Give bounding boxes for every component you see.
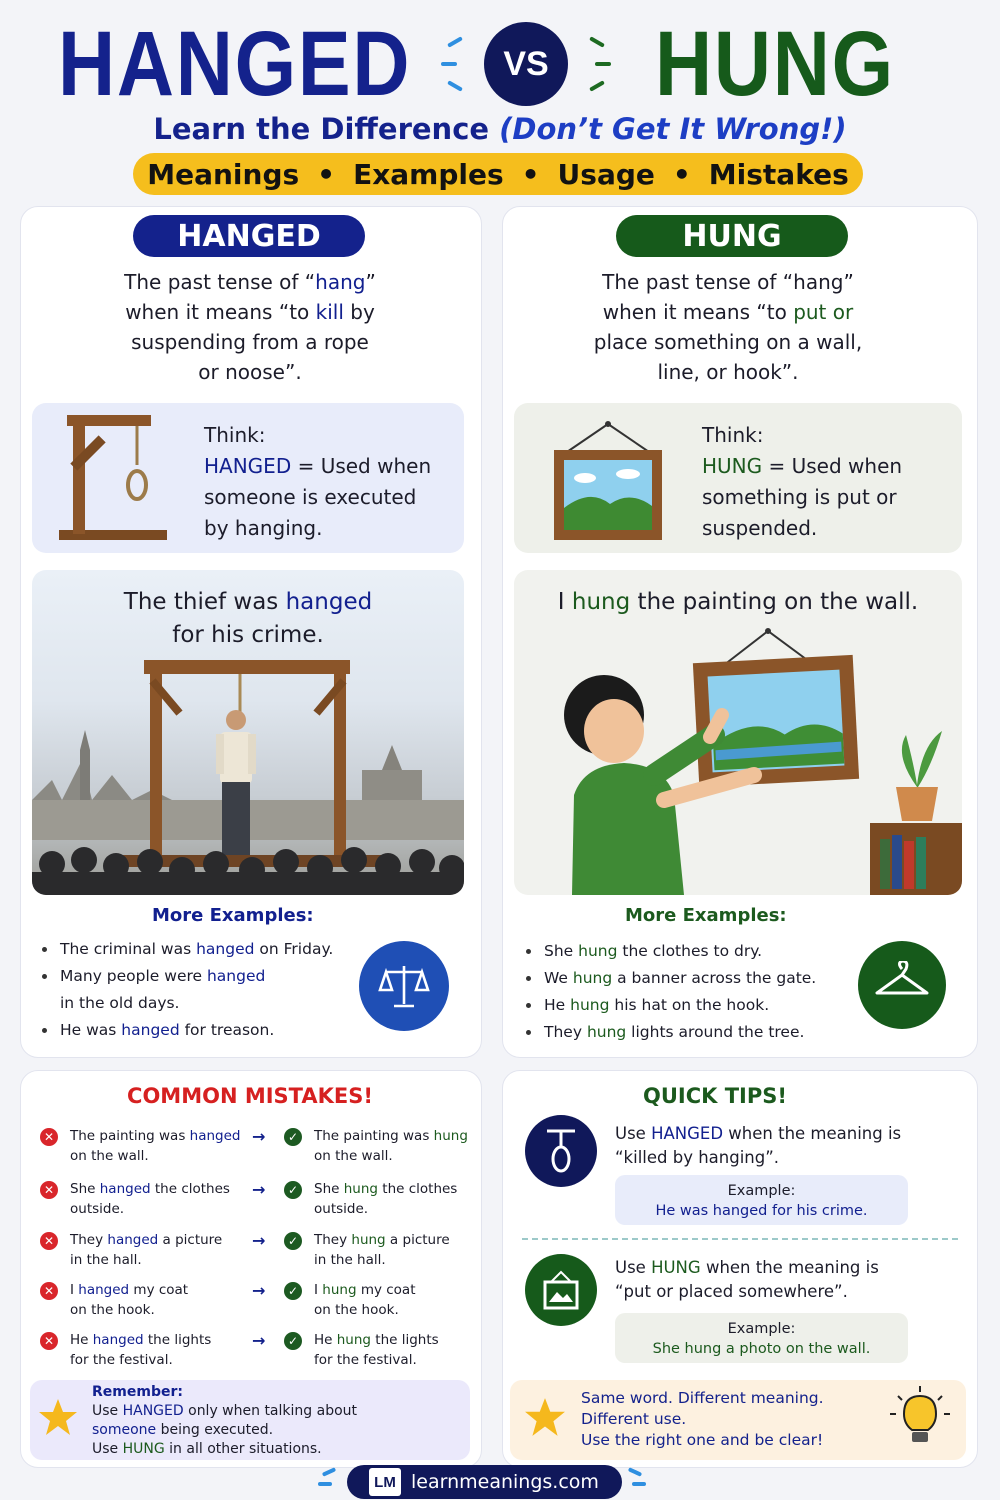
hanged-sentence: The thief was hanged for his crime. — [123, 589, 373, 648]
topic-bullet: • — [672, 157, 691, 191]
noose-icon — [525, 1115, 597, 1187]
title-hanged: HANGED — [58, 13, 412, 115]
list-item: They hung lights around the tree. — [522, 1019, 852, 1046]
hanged-badge: HANGED — [133, 215, 365, 257]
hanged-more-examples-title: More Examples: — [152, 905, 314, 926]
star-icon — [38, 1397, 78, 1437]
footer-link[interactable] — [347, 1465, 622, 1499]
tip-hung-example: Example: She hung a photo on the wall. — [615, 1313, 908, 1363]
clothes-hanger-icon — [858, 941, 946, 1029]
mistake-row: ✕ He hanged the lights for the festival. → ✓ He hung the lights for the festival. — [40, 1330, 480, 1376]
tips-divider — [522, 1238, 958, 1240]
mistakes-title: COMMON MISTAKES! — [127, 1084, 373, 1108]
picture-frame-icon — [525, 1254, 597, 1326]
list-item: He hung his hat on the hook. — [522, 992, 852, 1019]
gallows-icon — [55, 413, 175, 545]
arrow-right-icon: → — [252, 1331, 266, 1350]
wrong-icon: ✕ — [40, 1232, 58, 1250]
list-item: The criminal was hanged on Friday. — [38, 936, 348, 963]
correct-icon: ✓ — [284, 1181, 302, 1199]
wrong-icon: ✕ — [40, 1181, 58, 1199]
hanged-definition: The past tense of “hang” when it means “to kill by suspending from a rope or noose”. — [124, 270, 376, 384]
accent-dash — [595, 62, 611, 66]
topic-bullet: • — [317, 157, 336, 191]
wrong-icon: ✕ — [40, 1282, 58, 1300]
mistake-row: ✕ She hanged the clothes outside. → ✓ She hung the clothes outside. — [40, 1179, 480, 1225]
topic-examples: Examples — [353, 157, 504, 191]
tip-hanged-example: Example: He was hanged for his crime. — [615, 1175, 908, 1225]
list-item: Many people were hanged in the old days. — [38, 963, 348, 1017]
correct-icon: ✓ — [284, 1232, 302, 1250]
list-item: We hung a banner across the gate. — [522, 965, 852, 992]
arrow-right-icon: → — [252, 1281, 266, 1300]
arrow-right-icon: → — [252, 1180, 266, 1199]
accent-dash — [318, 1482, 332, 1486]
arrow-right-icon: → — [252, 1127, 266, 1146]
topic-usage: Usage — [557, 157, 655, 191]
correct-icon: ✓ — [284, 1332, 302, 1350]
list-item: He was hanged for treason. — [38, 1017, 348, 1044]
hanged-think-text: Think: HANGED = Used when someone is executed by hanging. — [204, 423, 432, 540]
accent-dash — [589, 36, 605, 47]
accent-dash — [322, 1467, 336, 1477]
accent-dash — [447, 80, 463, 91]
site-url[interactable]: learnmeanings.com — [411, 1471, 599, 1493]
mistake-row: ✕ I hanged my coat on the hook. → ✓ I hung my coat on the hook. — [40, 1280, 480, 1326]
topic-bullet: • — [521, 157, 540, 191]
tip-hanged-text: Use HANGED when the meaning is “killed by hanging”. — [615, 1124, 902, 1167]
list-item: She hung the clothes to dry. — [522, 938, 852, 965]
accent-dash — [589, 80, 605, 91]
correct-icon: ✓ — [284, 1282, 302, 1300]
framed-picture-icon — [550, 420, 666, 544]
correct-icon: ✓ — [284, 1128, 302, 1146]
accent-dash — [447, 36, 463, 47]
scales-of-justice-icon — [359, 941, 449, 1031]
hung-sentence: I hung the painting on the wall. — [557, 589, 919, 615]
hung-examples-list — [522, 938, 852, 1046]
subtitle: Learn the Difference (Don’t Get It Wrong!) — [153, 112, 847, 146]
hung-more-examples-title: More Examples: — [625, 905, 787, 926]
remember-text: Remember: Use HANGED only when talking about someone being executed. Use HUNG in all other situations. — [92, 1384, 358, 1457]
lightbulb-icon — [888, 1384, 952, 1448]
same-word-text: Same word. Different meaning. Different use. Use the right one and be clear! — [581, 1389, 824, 1449]
execution-scene-illustration — [32, 650, 464, 895]
accent-dash — [628, 1467, 642, 1477]
tips-title: QUICK TIPS! — [643, 1084, 787, 1108]
topics-pill — [133, 153, 863, 195]
title-hung: HUNG — [655, 13, 895, 115]
topic-meanings: Meanings — [147, 157, 300, 191]
vs-badge: VS — [484, 22, 568, 106]
hung-definition: The past tense of “hang” when it means “to put or place something on a wall, line, or hook”. — [593, 270, 863, 384]
hung-scene — [514, 570, 962, 895]
accent-dash — [441, 62, 457, 66]
wrong-icon: ✕ — [40, 1128, 58, 1146]
hung-badge: HUNG — [616, 215, 848, 257]
mistake-row: ✕ The painting was hanged on the wall. → ✓ The painting was hung on the wall. — [40, 1126, 480, 1172]
hanged-scene — [32, 570, 464, 895]
site-logo: LM — [369, 1468, 401, 1496]
hung-think-text: Think: HUNG = Used when something is put or suspended. — [702, 423, 903, 540]
hanged-examples-list — [38, 936, 348, 1044]
star-icon — [524, 1396, 566, 1438]
wrong-icon: ✕ — [40, 1332, 58, 1350]
tip-hung-text: Use HUNG when the meaning is “put or placed somewhere”. — [615, 1258, 879, 1301]
topic-mistakes: Mistakes — [708, 157, 849, 191]
arrow-right-icon: → — [252, 1231, 266, 1250]
mistake-row: ✕ They hanged a picture in the hall. → ✓ They hung a picture in the hall. — [40, 1230, 480, 1276]
accent-dash — [632, 1482, 646, 1486]
boy-hanging-painting-illustration — [514, 625, 962, 895]
